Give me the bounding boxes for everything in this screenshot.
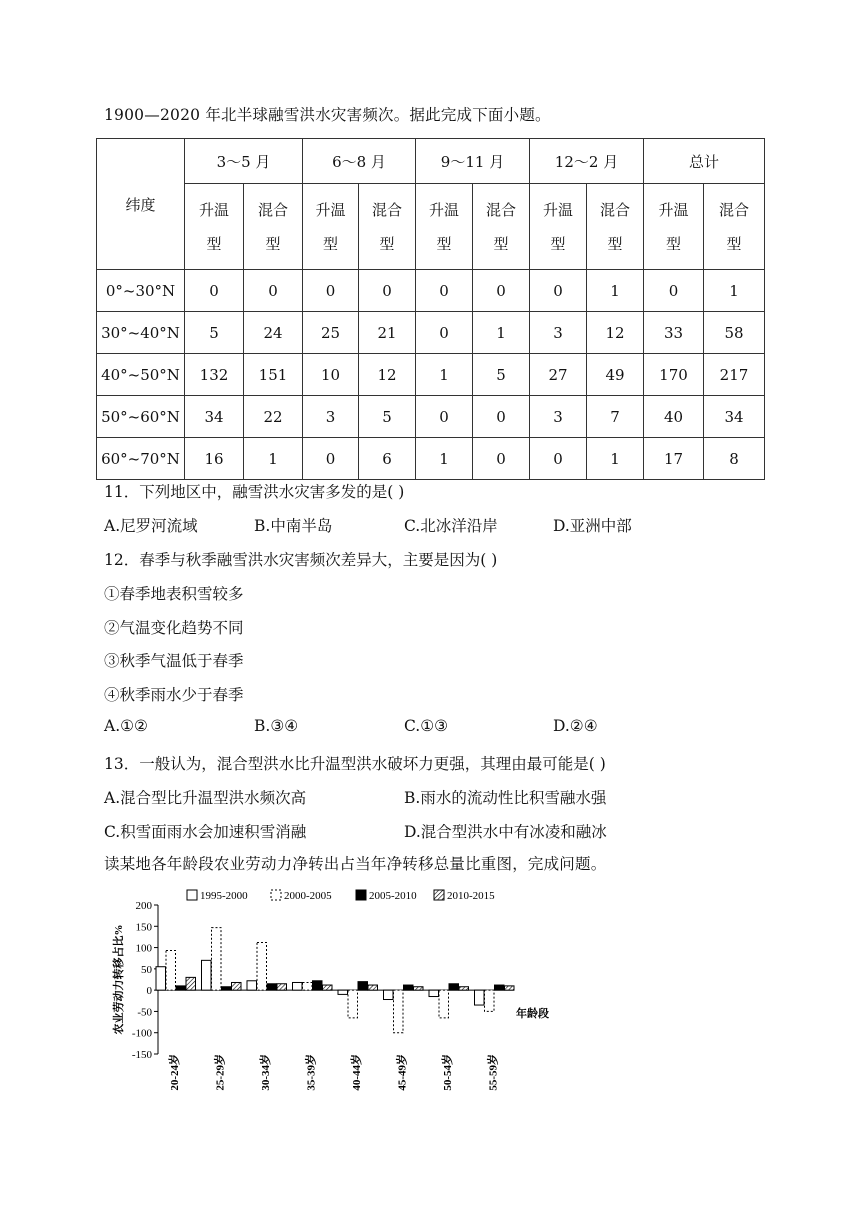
- type-subheader: 混合 型: [587, 184, 644, 270]
- flood-frequency-table: [96, 138, 765, 480]
- value-cell: 217: [704, 354, 765, 396]
- value-cell: 0: [303, 438, 359, 480]
- type-subheader: 混合 型: [473, 184, 530, 270]
- value-cell: 0: [416, 396, 473, 438]
- value-cell: 0: [530, 438, 587, 480]
- value-cell: 12: [359, 354, 416, 396]
- bar-1995-2000: [384, 990, 394, 999]
- bar-1995-2000: [429, 990, 439, 996]
- value-cell: 17: [644, 438, 704, 480]
- bar-2010-2015: [277, 984, 287, 990]
- bar-1995-2000: [338, 990, 348, 994]
- value-cell: 0: [473, 270, 530, 312]
- legend-label: 2005-2010: [369, 890, 417, 902]
- bar-2000-2005: [166, 951, 176, 991]
- bar-2000-2005: [439, 990, 449, 1018]
- table-row: [97, 312, 765, 354]
- value-cell: 0: [303, 270, 359, 312]
- latitude-cell: 50°~60°N: [97, 396, 185, 438]
- question-stem: 11．下列地区中，融雪洪水灾害多发的是( ): [104, 483, 405, 501]
- value-cell: 1: [473, 312, 530, 354]
- bar-2000-2005: [394, 990, 404, 1033]
- type-subheader: 混合 型: [359, 184, 416, 270]
- bar-2000-2005: [348, 990, 358, 1018]
- table-row: [97, 270, 765, 312]
- labor-transfer-bar-chart: [104, 885, 549, 1095]
- value-cell: 40: [644, 396, 704, 438]
- option-d[interactable]: D.②④: [553, 717, 598, 735]
- x-tick-label: 50-54岁: [442, 1054, 454, 1091]
- bar-2005-2010: [404, 985, 414, 990]
- bar-2010-2015: [505, 986, 515, 990]
- value-cell: 12: [587, 312, 644, 354]
- value-cell: 5: [185, 312, 244, 354]
- season-header: 12～2 月: [530, 139, 644, 184]
- question-stem: 13．一般认为，混合型洪水比升温型洪水破坏力更强，其理由最可能是( ): [104, 755, 606, 773]
- y-axis-label: 农业劳动力转移占比%: [113, 924, 125, 1035]
- y-tick-label: -100: [131, 1027, 152, 1040]
- bar-2010-2015: [186, 977, 196, 990]
- value-cell: 34: [185, 396, 244, 438]
- value-cell: 21: [359, 312, 416, 354]
- latitude-cell: 30°~40°N: [97, 312, 185, 354]
- value-cell: 22: [244, 396, 303, 438]
- value-cell: 33: [644, 312, 704, 354]
- question-stem: 12．春季与秋季融雪洪水灾害频次差异大，主要是因为( ): [104, 551, 498, 569]
- option-b[interactable]: B.中南半岛: [254, 517, 333, 535]
- legend-swatch: [356, 890, 366, 900]
- option-d[interactable]: D.亚洲中部: [553, 517, 632, 535]
- bar-1995-2000: [156, 967, 166, 990]
- bar-2010-2015: [323, 985, 333, 990]
- type-subheader: 升温 型: [185, 184, 244, 270]
- latitude-cell: 60°~70°N: [97, 438, 185, 480]
- legend-swatch: [434, 890, 444, 900]
- option-b[interactable]: B.雨水的流动性比积雪融水强: [404, 789, 607, 807]
- value-cell: 6: [359, 438, 416, 480]
- bar-2000-2005: [485, 990, 495, 1011]
- statement-item: ②气温变化趋势不同: [104, 619, 244, 637]
- option-b[interactable]: B.③④: [254, 717, 299, 735]
- bar-2005-2010: [313, 981, 323, 990]
- table-subheader-row: [97, 184, 765, 270]
- bar-1995-2000: [293, 982, 303, 990]
- table-row: [97, 396, 765, 438]
- bar-2005-2010: [222, 987, 232, 990]
- x-axis-label: 年龄段: [516, 1008, 549, 1021]
- value-cell: 0: [530, 270, 587, 312]
- bar-2005-2010: [176, 986, 186, 990]
- option-c[interactable]: C.①③: [404, 717, 449, 735]
- y-tick-label: 200: [135, 900, 152, 912]
- bar-2010-2015: [232, 982, 242, 990]
- bar-2010-2015: [459, 987, 469, 990]
- value-cell: 1: [587, 270, 644, 312]
- value-cell: 132: [185, 354, 244, 396]
- y-tick-label: -50: [137, 1006, 152, 1019]
- bar-1995-2000: [202, 960, 212, 990]
- value-cell: 25: [303, 312, 359, 354]
- y-tick-label: 150: [135, 921, 152, 934]
- value-cell: 10: [303, 354, 359, 396]
- y-tick-label: 0: [146, 985, 152, 998]
- value-cell: 1: [244, 438, 303, 480]
- value-cell: 3: [530, 312, 587, 354]
- value-cell: 16: [185, 438, 244, 480]
- latitude-cell: 40°~50°N: [97, 354, 185, 396]
- value-cell: 1: [587, 438, 644, 480]
- type-subheader: 升温 型: [530, 184, 587, 270]
- legend-label: 2000-2005: [284, 890, 332, 902]
- value-cell: 170: [644, 354, 704, 396]
- option-a[interactable]: A.尼罗河流域: [104, 517, 198, 535]
- statement-item: ③秋季气温低于春季: [104, 652, 244, 670]
- value-cell: 0: [244, 270, 303, 312]
- type-subheader: 升温 型: [303, 184, 359, 270]
- total-header: 总计: [644, 139, 765, 184]
- bar-2010-2015: [414, 987, 424, 990]
- x-tick-label: 45-49岁: [396, 1054, 409, 1091]
- value-cell: 151: [244, 354, 303, 396]
- table-body: [97, 270, 765, 480]
- table-corner-header: 纬度: [97, 139, 185, 270]
- option-a[interactable]: A.混合型比升温型洪水频次高: [104, 789, 307, 807]
- season-header: 6～8 月: [303, 139, 416, 184]
- value-cell: 0: [416, 270, 473, 312]
- x-tick-label: 30-34岁: [260, 1054, 272, 1091]
- type-subheader: 混合 型: [244, 184, 303, 270]
- type-subheader: 升温 型: [644, 184, 704, 270]
- x-tick-label: 20-24岁: [169, 1054, 181, 1091]
- value-cell: 58: [704, 312, 765, 354]
- bar-2005-2010: [495, 985, 505, 990]
- season-header: 3～5 月: [185, 139, 303, 184]
- legend-swatch: [271, 890, 281, 900]
- value-cell: 0: [473, 396, 530, 438]
- bar-2000-2005: [303, 982, 313, 990]
- chart-intro: 读某地各年龄段农业劳动力净转出占当年净转移总量比重图，完成问题。: [104, 855, 607, 873]
- value-cell: 5: [359, 396, 416, 438]
- value-cell: 24: [244, 312, 303, 354]
- y-tick-label: -150: [131, 1049, 152, 1061]
- bar-2005-2010: [449, 984, 459, 990]
- passage-intro: 1900—2020 年北半球融雪洪水灾害频次。据此完成下面小题。: [104, 106, 551, 124]
- value-cell: 34: [704, 396, 765, 438]
- bar-1995-2000: [475, 990, 485, 1005]
- value-cell: 0: [416, 312, 473, 354]
- statement-item: ①春季地表积雪较多: [104, 585, 244, 603]
- legend-swatch: [187, 890, 197, 900]
- value-cell: 3: [303, 396, 359, 438]
- value-cell: 0: [473, 438, 530, 480]
- x-tick-label: 55-59岁: [487, 1054, 500, 1091]
- season-header: 9～11 月: [416, 139, 530, 184]
- value-cell: 49: [587, 354, 644, 396]
- x-tick-label: 25-29岁: [214, 1054, 227, 1091]
- value-cell: 0: [644, 270, 704, 312]
- value-cell: 0: [359, 270, 416, 312]
- value-cell: 3: [530, 396, 587, 438]
- bar-2000-2005: [257, 942, 267, 990]
- value-cell: 1: [416, 354, 473, 396]
- x-tick-label: 35-39岁: [305, 1054, 318, 1091]
- table-row: [97, 354, 765, 396]
- bar-2005-2010: [358, 982, 368, 991]
- y-tick-label: 100: [135, 942, 152, 955]
- bar-1995-2000: [247, 981, 257, 990]
- legend-label: 1995-2000: [200, 890, 248, 902]
- bar-2005-2010: [267, 984, 277, 990]
- value-cell: 7: [587, 396, 644, 438]
- y-tick-label: 50: [141, 963, 152, 976]
- option-d[interactable]: D.混合型洪水中有冰凌和融冰: [404, 823, 607, 841]
- latitude-cell: 0°~30°N: [97, 270, 185, 312]
- value-cell: 27: [530, 354, 587, 396]
- value-cell: 1: [416, 438, 473, 480]
- value-cell: 5: [473, 354, 530, 396]
- statement-item: ④秋季雨水少于春季: [104, 686, 244, 704]
- value-cell: 0: [185, 270, 244, 312]
- type-subheader: 混合 型: [704, 184, 765, 270]
- option-a[interactable]: A.①②: [104, 717, 148, 735]
- table-row: [97, 438, 765, 480]
- type-subheader: 升温 型: [416, 184, 473, 270]
- value-cell: 1: [704, 270, 765, 312]
- option-c[interactable]: C.北冰洋沿岸: [404, 517, 498, 535]
- option-c[interactable]: C.积雪面雨水会加速积雪消融: [104, 823, 307, 841]
- x-tick-label: 40-44岁: [351, 1054, 363, 1091]
- bar-2010-2015: [368, 985, 378, 990]
- legend-label: 2010-2015: [447, 890, 495, 902]
- bar-2000-2005: [212, 928, 222, 991]
- table-header-row: [97, 139, 765, 184]
- value-cell: 8: [704, 438, 765, 480]
